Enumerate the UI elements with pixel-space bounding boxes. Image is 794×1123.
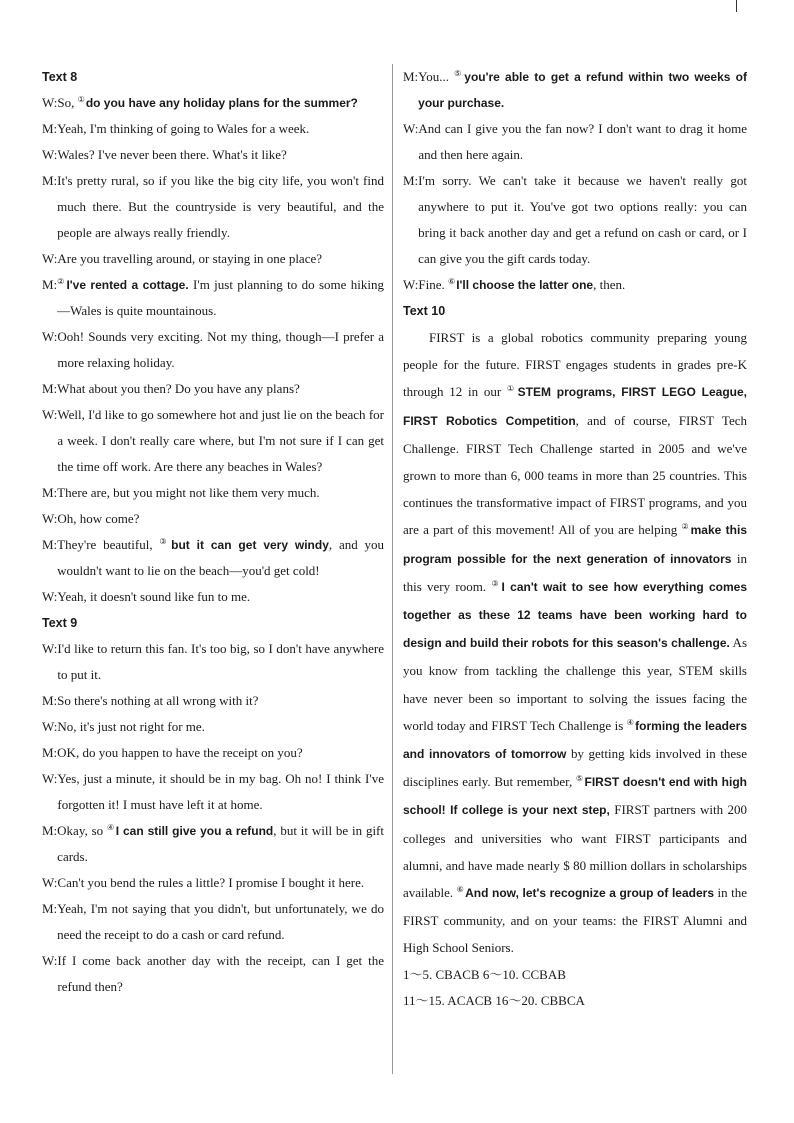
circled-number: ③	[491, 578, 501, 588]
text10-paragraph	[403, 324, 747, 962]
plain-text: Well, I'd like to go somewhere hot and just lie on the beach for a week. I don't really care where, but I'm not sure if I can get the time off work. Are there any beaches in Wales?	[57, 407, 384, 474]
key-phrase: forming the leaders and innovators of tomorrow	[403, 718, 747, 762]
plain-text: in this very room.	[403, 550, 747, 594]
speaker-label: M:	[42, 277, 58, 292]
answer-key	[403, 962, 747, 1014]
text10-heading: Text 10	[403, 304, 446, 318]
answer-line: 1～5. CBACB 6～10. CCBAB	[403, 966, 566, 982]
plain-text: , and of course, FIRST Tech Challenge. FIRST Tech Challenge started in 2005 and we've grown to more than 6, 000 teams in more than 25 countries. This continues the transformative impact of FIRST programs, and you are a part of this movement! All of you are helping	[403, 412, 747, 538]
plain-text: Yes, just a minute, it should be in my bag. Oh no! I think I've forgotten it! I must have left it at home.	[57, 771, 384, 812]
line-text	[57, 90, 384, 116]
plain-text: Are you travelling around, or staying in one place?	[57, 251, 323, 266]
line-text	[57, 532, 384, 584]
plain-text: OK, do you happen to have the receipt on you?	[57, 745, 303, 760]
dialogue-line	[42, 246, 384, 272]
line-text	[57, 324, 384, 376]
speaker-label: W:	[42, 589, 58, 604]
dialogue-line	[42, 948, 384, 1000]
plain-text: No, it's just not right for me.	[57, 719, 205, 734]
plain-text: Yeah, I'm thinking of going to Wales for a week.	[57, 121, 310, 136]
text8-dialogue	[42, 90, 384, 610]
key-phrase: but it can get very windy	[171, 538, 329, 552]
plain-text: Fine.	[418, 277, 449, 292]
line-text	[57, 376, 384, 402]
plain-text: by getting kids involved in these disciplines early. But remember,	[403, 746, 747, 790]
speaker-label: M:	[42, 901, 58, 916]
dialogue-line	[42, 324, 384, 376]
dialogue-line	[403, 116, 747, 168]
dialogue-line	[42, 636, 384, 688]
plain-text: FIRST is a global robotics community preparing young people for the future. FIRST engages students in grades pre-K through 12 in our	[403, 330, 747, 400]
line-text	[57, 688, 384, 714]
line-text	[57, 246, 384, 272]
speaker-label: W:	[42, 641, 58, 656]
key-phrase: And now, let's recognize a group of leaders	[465, 886, 714, 901]
speaker-label: W:	[42, 771, 58, 786]
line-text	[57, 896, 384, 948]
text9-dialogue-part1	[42, 636, 384, 1000]
line-text	[57, 766, 384, 818]
circled-number: ⑥	[456, 884, 465, 894]
column-divider	[392, 64, 393, 1074]
dialogue-line	[42, 532, 384, 584]
key-phrase: make this program possible for the next generation of innovators	[403, 523, 747, 566]
circled-number: ⑤	[575, 773, 584, 783]
speaker-label: W:	[42, 511, 58, 526]
dialogue-line	[42, 272, 384, 324]
dialogue-line	[42, 870, 384, 896]
line-text	[57, 142, 384, 168]
dialogue-line	[42, 766, 384, 818]
speaker-label: W:	[42, 95, 58, 110]
speaker-label: W:	[42, 407, 58, 422]
key-phrase: I've rented a cottage.	[66, 278, 189, 292]
dialogue-line	[403, 272, 747, 298]
plain-text: Wales? I've never been there. What's it like?	[57, 147, 287, 162]
dialogue-line	[42, 480, 384, 506]
speaker-label: M:	[42, 485, 58, 500]
plain-text: And can I give you the fan now? I don't want to drag it home and then here again.	[418, 121, 747, 162]
plain-text: If I come back another day with the receipt, can I get the refund then?	[57, 953, 384, 994]
right-column	[403, 64, 747, 1014]
line-text	[57, 116, 384, 142]
key-phrase: STEM programs, FIRST LEGO League, FIRST Robotics Competition	[403, 385, 748, 428]
plain-text: It's pretty rural, so if you like the big city life, you won't find much there. But the countryside is very beautiful, and the people are always really friendly.	[57, 173, 384, 240]
answer-line: 11～15. ACACB 16～20. CBBCA	[403, 992, 585, 1008]
plain-text: Yeah, it doesn't sound like fun to me.	[57, 589, 251, 604]
line-text	[57, 584, 384, 610]
dialogue-line	[42, 168, 384, 246]
plain-text: They're beautiful,	[57, 537, 160, 552]
key-phrase: FIRST doesn't end with high school! If college is your next step,	[403, 775, 748, 818]
speaker-label: M:	[42, 693, 58, 708]
plain-text: As you know from tackling the challenge this year, STEM skills have never been so important to solving the issues facing the world today and FIRST Tech Challenge is	[403, 635, 747, 733]
text8-heading: Text 8	[42, 70, 78, 84]
speaker-label: W:	[403, 121, 419, 136]
plain-text: I'd like to return this fan. It's too big, so I don't have anywhere to put it.	[57, 641, 384, 682]
speaker-label: M:	[42, 745, 58, 760]
speaker-label: M:	[42, 121, 58, 136]
line-text	[57, 402, 384, 480]
circled-number: ①	[77, 94, 85, 104]
line-text	[57, 948, 384, 1000]
circled-number: ①	[506, 384, 517, 394]
plain-text: Ooh! Sounds very exciting. Not my thing, though—I prefer a more relaxing holiday.	[57, 329, 384, 370]
key-phrase: you're able to get a refund within two weeks of your purchase.	[418, 70, 748, 110]
circled-number: ③	[159, 536, 171, 546]
left-column	[42, 64, 384, 1000]
speaker-label: W:	[42, 147, 58, 162]
circled-number: ②	[681, 522, 690, 532]
dialogue-line	[42, 376, 384, 402]
plain-text: So,	[57, 95, 78, 110]
plain-text: What about you then? Do you have any plans?	[57, 381, 300, 396]
dialogue-line	[42, 90, 384, 116]
line-text	[57, 636, 384, 688]
dialogue-line	[42, 688, 384, 714]
dialogue-line	[42, 818, 384, 870]
line-text	[57, 168, 384, 246]
plain-text: Okay, so	[57, 823, 107, 838]
speaker-label: W:	[42, 719, 58, 734]
circled-number: ④	[626, 717, 635, 727]
plain-text: FIRST partners with 200 colleges and universities who want FIRST participants and alumni, and have made nearly $ 80 million dollars in scholarships available.	[403, 802, 747, 901]
line-text	[418, 168, 747, 272]
speaker-label: M:	[403, 69, 419, 84]
plain-text: in the FIRST community, and on your teams: the FIRST Alumni and High School Seniors.	[403, 885, 747, 956]
plain-text: , but it will be in gift cards.	[57, 823, 385, 864]
dialogue-line	[42, 142, 384, 168]
circled-number: ⑤	[454, 68, 464, 78]
line-text	[418, 116, 747, 168]
line-text	[57, 506, 384, 532]
plain-text: I'm sorry. We can't take it because we haven't really got anywhere to put it. You've got two options really: you can bring it back another day and get a refund on cash or card, or I can give you the gift cards today.	[418, 173, 747, 266]
plain-text: There are, but you might not like them very much.	[57, 485, 320, 500]
circled-number: ④	[106, 822, 115, 832]
speaker-label: M:	[42, 173, 58, 188]
dialogue-line	[42, 402, 384, 480]
dialogue-line	[42, 584, 384, 610]
key-phrase: I can't wait to see how everything comes together as these 12 teams have been working hard to design and build their robots for this season's challenge.	[403, 579, 748, 651]
key-phrase: I'll choose the latter one	[456, 278, 594, 292]
dialogue-line	[403, 168, 747, 272]
dialogue-line	[42, 714, 384, 740]
speaker-label: M:	[42, 823, 58, 838]
speaker-label: M:	[42, 537, 58, 552]
line-text	[57, 480, 384, 506]
speaker-label: W:	[42, 953, 58, 968]
line-text	[418, 64, 747, 116]
speaker-label: M:	[42, 381, 58, 396]
plain-text: You...	[418, 69, 455, 84]
circled-number: ⑥	[448, 276, 456, 286]
plain-text: , and you wouldn't want to lie on the beach—you'd get cold!	[57, 537, 385, 578]
dialogue-line	[403, 64, 747, 116]
plain-text: , then.	[593, 277, 626, 292]
text9-heading: Text 9	[42, 616, 78, 630]
dialogue-line	[42, 506, 384, 532]
speaker-label: W:	[42, 329, 58, 344]
line-text	[57, 714, 384, 740]
line-text	[57, 870, 384, 896]
circled-number: ②	[57, 276, 66, 286]
plain-text: So there's nothing at all wrong with it?	[57, 693, 259, 708]
line-text	[57, 272, 384, 324]
line-text	[57, 740, 384, 766]
plain-text: I'm just planning to do some hiking—Wales is quite mountainous.	[57, 277, 384, 318]
plain-text: Yeah, I'm not saying that you didn't, but unfortunately, we do need the receipt to do a cash or card refund.	[57, 901, 384, 942]
text9-dialogue-part2	[403, 64, 747, 298]
speaker-label: M:	[403, 173, 419, 188]
line-text	[418, 272, 747, 298]
dialogue-line	[42, 896, 384, 948]
speaker-label: W:	[42, 875, 58, 890]
key-phrase: I can still give you a refund	[115, 824, 274, 838]
dialogue-line	[42, 116, 384, 142]
speaker-label: W:	[403, 277, 419, 292]
plain-text: Oh, how come?	[57, 511, 140, 526]
dialogue-line	[42, 740, 384, 766]
line-text	[57, 818, 384, 870]
speaker-label: W:	[42, 251, 58, 266]
key-phrase: do you have any holiday plans for the summer?	[85, 96, 358, 110]
plain-text: Can't you bend the rules a little? I promise I bought it here.	[57, 875, 365, 890]
page-edge-mark	[736, 0, 737, 12]
